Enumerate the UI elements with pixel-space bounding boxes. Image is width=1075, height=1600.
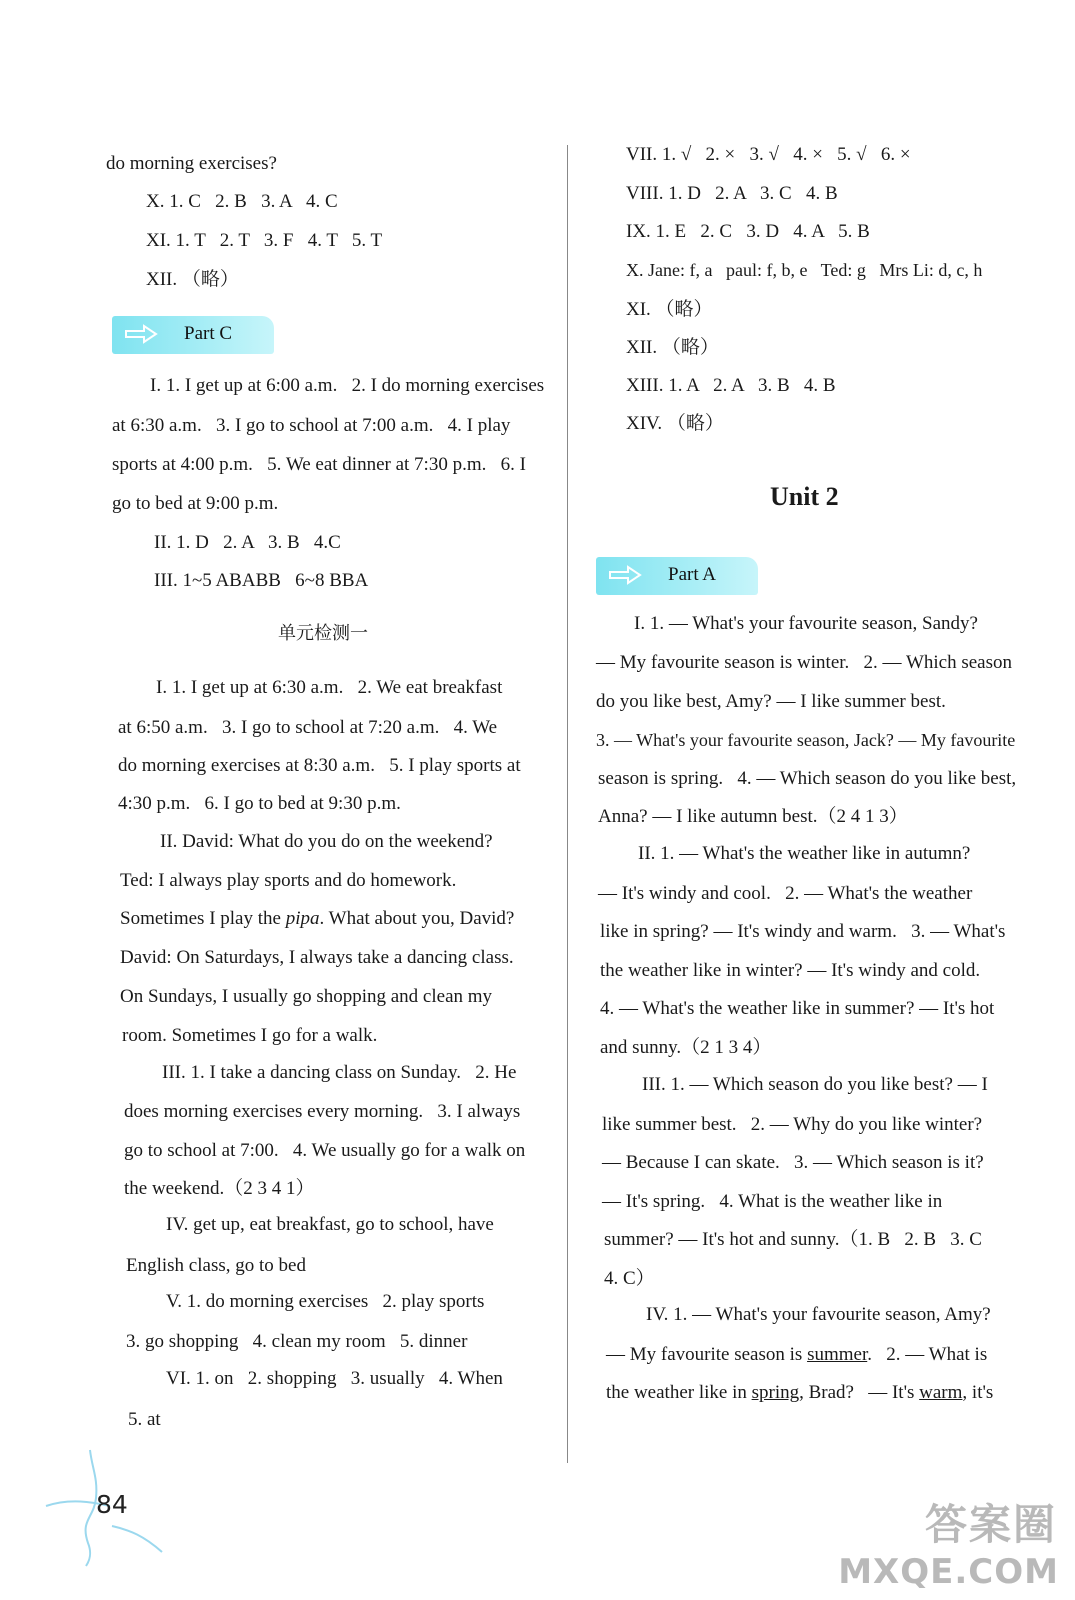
text-line: season is spring. 4. — Which season do you like best,	[598, 768, 1017, 789]
text-line: VI. 1. on 2. shopping 3. usually 4. When	[166, 1368, 503, 1389]
text-line: — My favourite season is winter. 2. — Which season	[596, 652, 1012, 673]
text-line: like in spring? — It's windy and warm. 3. — What's	[600, 921, 1006, 942]
text-span: — My favourite season is	[606, 1344, 808, 1365]
watermark-logo: 答案圈	[924, 1500, 1057, 1549]
answer-line: II. 1. D 2. A 3. B 4.C	[154, 532, 341, 553]
text-line: at 6:50 a.m. 3. I go to school at 7:20 a.m. 4. We	[118, 717, 498, 738]
page-number: 84	[96, 1490, 128, 1519]
text-line: summer? — It's hot and sunny.（1. B 2. B 3. C	[604, 1229, 982, 1250]
text-line: II. 1. — What's the weather like in autumn?	[638, 843, 971, 864]
text-line: — It's spring. 4. What is the weather like in	[602, 1191, 943, 1212]
arrow-right-icon	[608, 564, 642, 586]
underlined-answer: summer	[807, 1344, 868, 1365]
text-line: 3. go shopping 4. clean my room 5. dinner	[126, 1331, 468, 1352]
text-line: go to school at 7:00. 4. We usually go for a walk on	[124, 1140, 526, 1161]
text-line: like summer best. 2. — Why do you like winter?	[602, 1114, 983, 1135]
text-line: 3. — What's your favourite season, Jack? — My favourite	[596, 730, 1016, 750]
text-line: 4. — What's the weather like in summer? — It's hot	[600, 998, 995, 1019]
text-span: , Brad? — It's	[799, 1382, 920, 1403]
watermark-url: MXQE.COM	[838, 1552, 1059, 1592]
text-line: IV. 1. — What's your favourite season, Amy?	[646, 1304, 991, 1325]
text-line: — Because I can skate. 3. — Which season is it?	[602, 1152, 984, 1173]
text-line: I. 1. I get up at 6:30 a.m. 2. We eat breakfast	[156, 677, 503, 698]
text-line: Anna? — I like autumn best.（2 4 1 3）	[598, 806, 908, 827]
arrow-right-icon	[124, 323, 158, 345]
answer-line: XIII. 1. A 2. A 3. B 4. B	[626, 375, 836, 396]
text-span: the weather like in	[606, 1382, 752, 1403]
answer-line: IX. 1. E 2. C 3. D 4. A 5. B	[626, 221, 870, 242]
answer-line: III. 1~5 ABABB 6~8 BBA	[154, 570, 369, 591]
text-line: I. 1. I get up at 6:00 a.m. 2. I do morning exercises	[150, 375, 545, 396]
text-line: and sunny.（2 1 3 4）	[600, 1037, 772, 1058]
text-line: On Sundays, I usually go shopping and clean my	[120, 986, 493, 1007]
answer-line: X. Jane: f, a paul: f, b, e Ted: g Mrs Li: d, c, h	[626, 260, 983, 280]
text-line: do morning exercises?	[106, 153, 277, 174]
answer-line: X. 1. C 2. B 3. A 4. C	[146, 191, 338, 212]
text-line: II. David: What do you do on the weekend?	[160, 831, 493, 852]
text-line: sports at 4:00 p.m. 5. We eat dinner at 7:30 p.m. 6. I	[112, 454, 526, 475]
text-line: III. 1. I take a dancing class on Sunday. 2. He	[162, 1062, 517, 1083]
text-line: I. 1. — What's your favourite season, Sandy?	[634, 613, 978, 634]
text-line: David: On Saturdays, I always take a dancing class.	[120, 947, 514, 968]
text-line	[120, 907, 514, 931]
text-line	[606, 1381, 993, 1405]
text-line	[606, 1343, 987, 1367]
text-line: the weekend.（2 3 4 1）	[124, 1178, 315, 1199]
section-heading: 单元检测一	[278, 623, 368, 644]
part-label: Part A	[668, 564, 717, 585]
text-line: 5. at	[128, 1409, 161, 1430]
text-line: room. Sometimes I go for a walk.	[122, 1025, 378, 1046]
text-line: 4:30 p.m. 6. I go to bed at 9:30 p.m.	[118, 793, 401, 814]
watermark	[838, 1492, 1065, 1592]
text-line: IV. get up, eat breakfast, go to school, have	[166, 1214, 494, 1235]
text-line: the weather like in winter? — It's windy and cold.	[600, 960, 981, 981]
text-line: at 6:30 a.m. 3. I go to school at 7:00 a.m. 4. I play	[112, 415, 511, 436]
underlined-answer: spring	[751, 1382, 800, 1403]
text-span: , it's	[962, 1382, 994, 1403]
answer-line: VIII. 1. D 2. A 3. C 4. B	[626, 183, 838, 204]
text-line: V. 1. do morning exercises 2. play sports	[166, 1291, 485, 1312]
answer-line: XI. 1. T 2. T 3. F 4. T 5. T	[146, 230, 383, 251]
text-line: Ted: I always play sports and do homework.	[120, 870, 457, 891]
answer-line: XII. （略）	[626, 337, 719, 358]
text-line: go to bed at 9:00 p.m.	[112, 493, 279, 514]
text-line: do you like best, Amy? — I like summer best.	[596, 691, 946, 712]
italic-word: pipa	[285, 908, 320, 929]
column-divider	[567, 145, 568, 1463]
underlined-answer: warm	[919, 1382, 963, 1403]
answer-line: XI. （略）	[626, 299, 713, 320]
text-line: — It's windy and cool. 2. — What's the weather	[598, 883, 973, 904]
unit-title: Unit 2	[770, 482, 839, 511]
answer-line: XII. （略）	[146, 269, 239, 290]
text-span: . What about you, David?	[319, 908, 515, 929]
answer-line: XIV. （略）	[626, 413, 724, 434]
text-span: . 2. — What is	[867, 1344, 988, 1365]
part-a-tab	[596, 557, 758, 595]
text-span: Sometimes I play the	[120, 908, 286, 929]
text-line: 4. C）	[604, 1268, 655, 1289]
text-line: English class, go to bed	[126, 1255, 306, 1276]
text-line: does morning exercises every morning. 3. I always	[124, 1101, 521, 1122]
answer-line: VII. 1. √ 2. × 3. √ 4. × 5. √ 6. ×	[626, 144, 911, 165]
text-line: III. 1. — Which season do you like best? — I	[642, 1074, 988, 1095]
text-line: do morning exercises at 8:30 a.m. 5. I play sports at	[118, 755, 521, 776]
part-c-tab	[112, 316, 274, 354]
part-label: Part C	[184, 323, 233, 344]
